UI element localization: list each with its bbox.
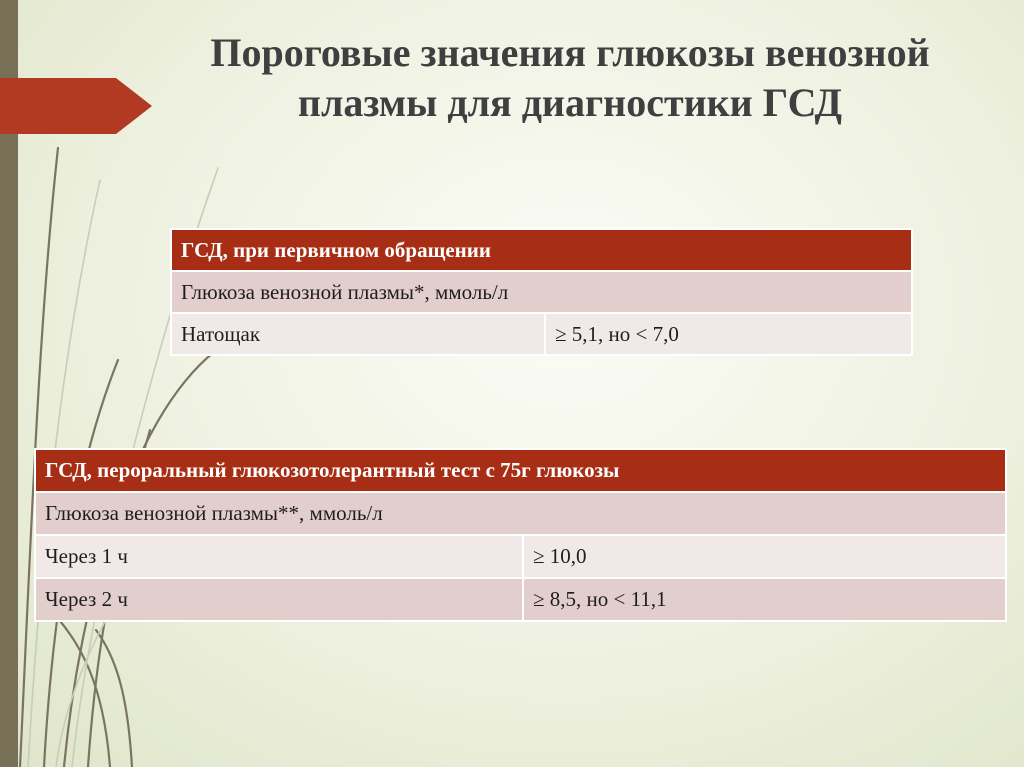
row-label: Через 2 ч <box>35 578 523 621</box>
table-row <box>171 313 912 355</box>
row-value: ≥ 10,0 <box>523 535 1006 578</box>
table-header: ГСД, при первичном обращении <box>171 229 912 271</box>
row-label: Натощак <box>171 313 545 355</box>
slide-title: Пороговые значения глюкозы венозной плазмы для диагностики ГСД <box>210 30 930 125</box>
row-label: Через 1 ч <box>35 535 523 578</box>
table-subheader: Глюкоза венозной плазмы**, ммоль/л <box>35 492 1006 535</box>
row-value: ≥ 8,5, но < 11,1 <box>523 578 1006 621</box>
table-subheader-row <box>171 271 912 313</box>
table-glucose-tolerance-test <box>34 448 1007 622</box>
table-header-row <box>171 229 912 271</box>
table-subheader-row <box>35 492 1006 535</box>
table-subheader: Глюкоза венозной плазмы*, ммоль/л <box>171 271 912 313</box>
table-row <box>35 578 1006 621</box>
row-value: ≥ 5,1, но < 7,0 <box>545 313 912 355</box>
table-header: ГСД, пероральный глюкозотолерантный тест с 75г глюкозы <box>35 449 1006 492</box>
table-row <box>35 535 1006 578</box>
table-header-row <box>35 449 1006 492</box>
table-initial-visit <box>170 228 913 356</box>
